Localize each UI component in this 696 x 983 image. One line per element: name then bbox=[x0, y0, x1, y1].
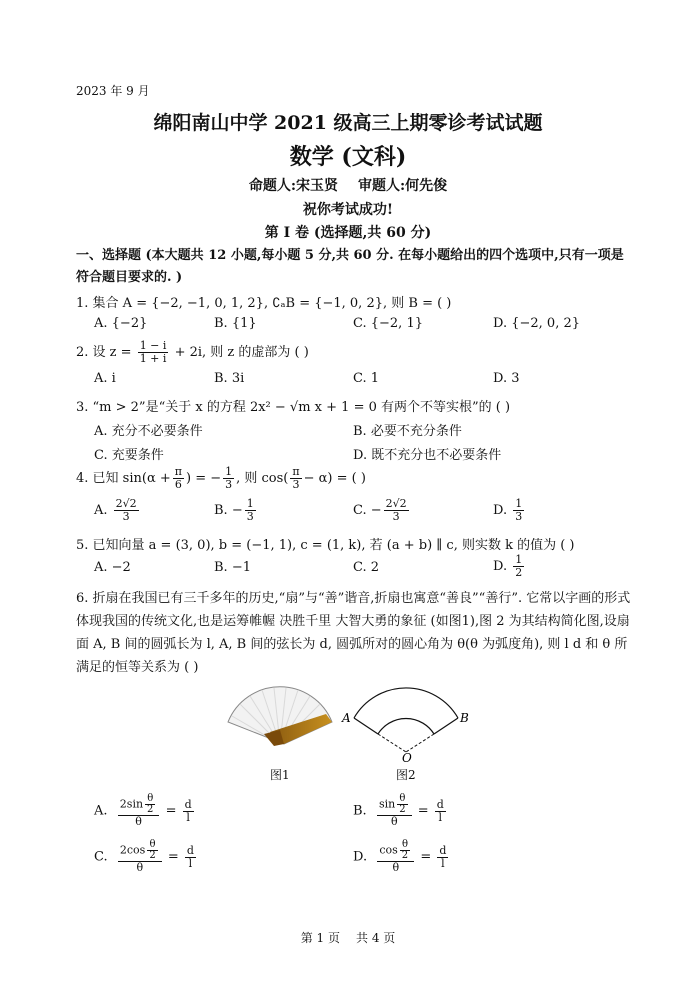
q6-d-rhs bbox=[437, 845, 448, 870]
exam-subject: 数学 (文科) bbox=[289, 144, 407, 170]
q2-fraction bbox=[138, 340, 169, 365]
right-dashed-radius bbox=[406, 734, 434, 752]
q6-a-two: 2 bbox=[147, 804, 154, 815]
q2-post: + 2i, 则 z 的虚部为 ( ) bbox=[174, 345, 309, 360]
q6-d-theta: θ bbox=[400, 840, 410, 851]
figure-1-caption: 图1 bbox=[270, 768, 290, 782]
q4-c-label: C. − bbox=[353, 503, 382, 518]
reviewer: 审题人:何先俊 bbox=[358, 178, 448, 194]
q6-d-label: D. bbox=[353, 849, 368, 865]
q6-b-d: d bbox=[436, 797, 444, 811]
q4-d-frac bbox=[513, 498, 524, 523]
q6-d-l: l bbox=[441, 856, 445, 870]
question-4 bbox=[76, 466, 366, 491]
q5-option-c: C. 2 bbox=[353, 560, 380, 575]
q6-b-num bbox=[377, 794, 412, 816]
q5-option-a: A. −2 bbox=[94, 560, 131, 575]
exam-authors bbox=[0, 175, 696, 195]
q2-option-d: D. 3 bbox=[493, 371, 520, 386]
q6-c-theta: θ bbox=[147, 840, 157, 851]
fan-figure-2 bbox=[340, 686, 470, 762]
q4-mid2: , 则 cos( bbox=[236, 471, 289, 486]
q6-option-c bbox=[94, 840, 198, 874]
q4-one: 1 bbox=[225, 465, 233, 478]
q6-d-num bbox=[377, 840, 414, 862]
q6-c-label: C. bbox=[94, 849, 108, 865]
q6-b-two: 2 bbox=[399, 804, 406, 815]
q6-d-half bbox=[400, 840, 410, 861]
q4-b-den: 3 bbox=[246, 510, 254, 523]
point-a-label: A bbox=[342, 711, 351, 725]
q5-option-b: B. −1 bbox=[214, 560, 251, 575]
q3-option-a: A. 充分不必要条件 bbox=[94, 424, 203, 439]
q6-b-theta: θ bbox=[397, 794, 407, 805]
q5-d-frac bbox=[513, 554, 524, 579]
q4-c-num: 2√2 bbox=[385, 497, 407, 510]
right-edge bbox=[434, 718, 458, 734]
q4-pre: 4. 已知 sin(α + bbox=[76, 471, 171, 486]
q6-b-fn: sin bbox=[378, 797, 396, 811]
q5-d-label: D. bbox=[493, 559, 508, 574]
q4-option-a bbox=[94, 498, 141, 523]
left-edge bbox=[354, 718, 378, 734]
question-3: 3. “m > 2”是“关于 x 的方程 2x² − √m x + 1 = 0 有两个不等实根”的 ( ) bbox=[76, 400, 511, 415]
q4-mid: ) = − bbox=[185, 471, 222, 486]
q4-post: − α) = ( ) bbox=[303, 471, 366, 486]
q6-c-half bbox=[147, 840, 157, 861]
q2-option-a: A. i bbox=[94, 371, 116, 386]
q6-d-d: d bbox=[439, 843, 447, 857]
q4-frac-pi6 bbox=[173, 466, 184, 491]
q4-b-frac bbox=[245, 498, 256, 523]
inner-arc bbox=[378, 718, 434, 734]
q5-d-den: 2 bbox=[515, 566, 523, 579]
page-number: 第 1 页 bbox=[300, 931, 340, 945]
q6-c-fn: 2cos bbox=[119, 843, 146, 857]
q6-a-fn: 2sin bbox=[119, 797, 144, 811]
q3-option-d: D. 既不充分也不必要条件 bbox=[353, 448, 502, 463]
q6-c-frac bbox=[118, 840, 162, 874]
q4-option-b bbox=[214, 498, 258, 523]
q4-c-frac bbox=[384, 498, 409, 523]
q6-c-l: l bbox=[188, 856, 193, 870]
volume-heading: 第 Ⅰ 卷 (选择题,共 60 分) bbox=[264, 225, 432, 241]
q4-frac-pi3 bbox=[290, 466, 301, 491]
q2-num: 1 − i bbox=[139, 339, 167, 352]
q4-pi-2: π bbox=[292, 465, 300, 478]
question-5: 5. 已知向量 a = (3, 0), b = (−1, 1), c = (1, k), 若 (a + b) ∥ c, 则实数 k 的值为 ( ) bbox=[76, 538, 575, 553]
q6-a-l: l bbox=[186, 810, 190, 824]
q6-a-theta: θ bbox=[145, 794, 155, 805]
q1-option-d: D. {−2, 0, 2} bbox=[493, 316, 581, 331]
section-intro: 一、选择题 (本大题共 12 小题,每小题 5 分,共 60 分. 在每小题给出的四个选项中,只有一项是符合题目要求的. ) bbox=[76, 248, 624, 285]
q6-option-d bbox=[353, 840, 450, 874]
q6-d-den: θ bbox=[392, 861, 400, 874]
q4-six: 6 bbox=[174, 478, 182, 491]
q4-c-den: 3 bbox=[392, 510, 400, 523]
q6-b-rhs bbox=[435, 799, 446, 824]
page-total: 共 4 页 bbox=[356, 931, 396, 945]
q6-c-rhs bbox=[185, 845, 196, 870]
q6-b-den: θ bbox=[390, 815, 398, 828]
q6-c-den: θ bbox=[136, 861, 144, 874]
q6-c-num bbox=[118, 840, 162, 862]
q2-option-b: B. 3i bbox=[214, 371, 245, 386]
left-dashed-radius bbox=[378, 734, 406, 752]
q6-c-d: d bbox=[186, 843, 194, 857]
q5-option-d bbox=[493, 554, 526, 579]
q4-a-num: 2√2 bbox=[115, 497, 137, 510]
q6-a-frac bbox=[118, 794, 160, 828]
q6-a-rhs bbox=[183, 799, 194, 824]
q2-option-c: C. 1 bbox=[353, 371, 380, 386]
exam-title: 绵阳南山中学 2021 级高三上期零诊考试试题 bbox=[153, 112, 543, 134]
q6-b-frac bbox=[377, 794, 412, 828]
q6-a-den: θ bbox=[135, 815, 142, 828]
question-2 bbox=[76, 340, 309, 365]
outer-arc bbox=[354, 688, 458, 718]
q6-b-half bbox=[397, 794, 407, 815]
q6-option-a bbox=[94, 794, 196, 828]
q4-a-den: 3 bbox=[122, 510, 130, 523]
q2-pre: 2. 设 z = bbox=[76, 345, 132, 360]
q6-b-eq: = bbox=[417, 803, 429, 819]
question-6: 6. 折扇在我国已有三千多年的历史,“扇”与“善”谐音,折扇也寓意“善良”“善行”. 它常以字画的形式体现我国的传统文化,也是运筹帷幄 决胜千里 大智大勇的象征 (如图1),图 2 为其结构简化图,设扇面 A, B 间的圆弧长为 l, A, B 间的弦长为 d, 圆弧所对的圆心角为 θ(θ 为弧度角), 则 l d 和 θ 所满足的恒等关系为 ( ) bbox=[76, 591, 631, 675]
q6-d-fn: cos bbox=[379, 843, 398, 857]
question-1: 1. 集合 A = {−2, −1, 0, 1, 2}, ∁ₐB = {−1, 0, 2}, 则 B = ( ) bbox=[76, 296, 452, 311]
q4-d-label: D. bbox=[493, 503, 508, 518]
q2-den: 1 + i bbox=[139, 352, 167, 365]
page-footer bbox=[0, 929, 696, 946]
q1-option-a: A. {−2} bbox=[94, 316, 148, 331]
q6-d-eq: = bbox=[420, 849, 432, 865]
q4-a-label: A. bbox=[94, 503, 108, 518]
q6-option-b bbox=[353, 794, 448, 828]
q4-d-den: 3 bbox=[515, 510, 523, 523]
q6-a-eq: = bbox=[165, 803, 177, 819]
q4-b-label: B. − bbox=[214, 503, 243, 518]
q4-d-num: 1 bbox=[515, 497, 523, 510]
q4-three-2: 3 bbox=[292, 478, 300, 491]
q1-option-c: C. {−2, 1} bbox=[353, 316, 423, 331]
q4-option-c bbox=[353, 498, 411, 523]
point-o-label: O bbox=[402, 751, 412, 762]
q1-option-b: B. {1} bbox=[214, 316, 257, 331]
q5-d-num: 1 bbox=[515, 553, 523, 566]
q4-three: 3 bbox=[225, 478, 233, 491]
q6-a-d: d bbox=[184, 797, 192, 811]
q6-b-l: l bbox=[438, 810, 443, 824]
q6-c-eq: = bbox=[167, 849, 179, 865]
q4-b-num: 1 bbox=[246, 497, 254, 510]
q6-a-num bbox=[118, 794, 160, 816]
q6-d-frac bbox=[377, 840, 414, 874]
q4-frac-13 bbox=[223, 466, 234, 491]
good-luck-text: 祝你考试成功! bbox=[302, 202, 394, 218]
q6-a-label: A. bbox=[94, 803, 108, 819]
q4-option-d bbox=[493, 498, 526, 523]
q6-c-two: 2 bbox=[149, 850, 156, 861]
fan-figure-1 bbox=[222, 686, 338, 748]
setter: 命题人:宋玉贤 bbox=[248, 178, 338, 194]
q6-a-half bbox=[145, 794, 155, 815]
q6-b-label: B. bbox=[353, 803, 367, 819]
q3-option-c: C. 充要条件 bbox=[94, 448, 164, 463]
exam-date: 2023 年 9 月 bbox=[76, 84, 150, 98]
point-b-label: B bbox=[460, 711, 469, 725]
q3-option-b: B. 必要不充分条件 bbox=[353, 424, 462, 439]
figure-2-caption: 图2 bbox=[396, 768, 416, 782]
q4-pi: π bbox=[174, 465, 182, 478]
q6-d-two: 2 bbox=[401, 850, 409, 861]
q4-a-frac bbox=[114, 498, 139, 523]
